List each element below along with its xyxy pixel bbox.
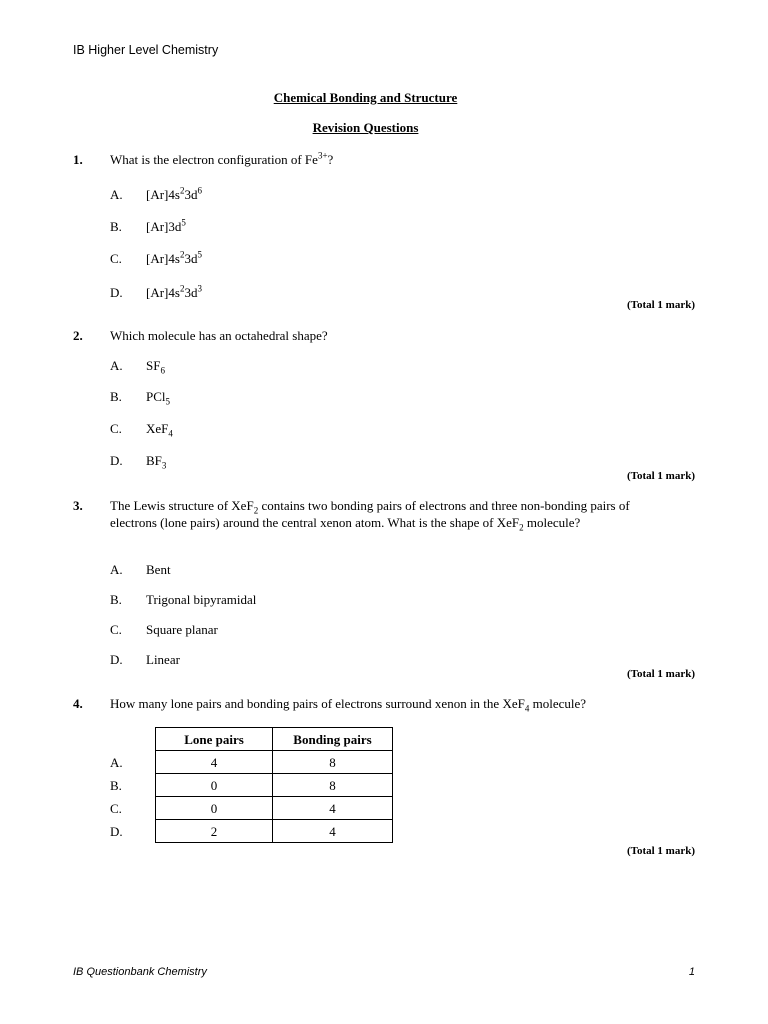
q2-option-letter: D. bbox=[110, 453, 123, 468]
q1-option-letter: C. bbox=[110, 251, 122, 266]
q3-option-letter: A. bbox=[110, 562, 123, 577]
table-cell: 0 bbox=[156, 797, 273, 820]
table-header-cell: Lone pairs bbox=[156, 728, 273, 751]
q4-total-mark: (Total 1 mark) bbox=[626, 845, 695, 857]
table-cell: 4 bbox=[273, 820, 393, 843]
q1-option-text: $[Ar]4s^23d^6$ bbox=[146, 185, 202, 202]
question-3-text: The Lewis structure of XeF$_2$ contains two bonding pairs of electrons and three non-bonding pairs of electrons (lone pairs) around the central xenon atom. What is the shape of XeF$_2$ molecule? bbox=[110, 498, 630, 533]
q2-option-text: $BF_3$ bbox=[146, 453, 167, 471]
q3-option-text: Bent bbox=[146, 562, 171, 577]
q2-total-mark: (Total 1 mark) bbox=[626, 470, 695, 482]
q3-total-mark: (Total 1 mark) bbox=[626, 668, 695, 680]
question-4-number: 4. bbox=[73, 696, 83, 711]
question-1-text: What is the electron configuration of $Fe^{3+}$? bbox=[110, 150, 334, 167]
q4-row-letter: A. bbox=[110, 755, 123, 770]
q2-option-text: PCl$_5$ bbox=[146, 389, 171, 407]
table-row bbox=[156, 774, 393, 797]
q1-option-letter: B. bbox=[110, 219, 122, 234]
q4-row-letter: B. bbox=[110, 778, 122, 793]
table-header-cell: Bonding pairs bbox=[273, 728, 393, 751]
q1-total-mark: (Total 1 mark) bbox=[626, 299, 695, 311]
q4-row-letter: C. bbox=[110, 801, 122, 816]
table-cell: 4 bbox=[273, 797, 393, 820]
question-2-text: Which molecule has an octahedral shape? bbox=[110, 328, 328, 343]
q3-option-letter: D. bbox=[110, 652, 123, 667]
question-2-number: 2. bbox=[73, 328, 83, 343]
table-cell: 0 bbox=[156, 774, 273, 797]
question-4-text: How many lone pairs and bonding pairs of electrons surround xenon in the XeF$_4$ molecule? bbox=[110, 696, 587, 714]
q3-option-letter: C. bbox=[110, 622, 122, 637]
q1-option-letter: A. bbox=[110, 187, 123, 202]
header-title: IB Higher Level Chemistry bbox=[73, 43, 219, 57]
q3-option-letter: B. bbox=[110, 592, 122, 607]
table-cell: 8 bbox=[273, 751, 393, 774]
footer-source: IB Questionbank Chemistry bbox=[73, 966, 207, 978]
q2-option-letter: B. bbox=[110, 389, 122, 404]
q3-option-text: Square planar bbox=[146, 622, 218, 637]
page-number: 1 bbox=[688, 966, 695, 978]
q2-option-text: XeF$_4$ bbox=[146, 421, 173, 439]
table-row bbox=[156, 751, 393, 774]
q4-row-letter: D. bbox=[110, 824, 123, 839]
q1-option-text: $[Ar]4s^23d^5$ bbox=[146, 249, 202, 266]
document-title: Chemical Bonding and Structure bbox=[273, 90, 458, 105]
table-header-row bbox=[156, 728, 393, 751]
question-1-number: 1. bbox=[73, 152, 83, 167]
table-cell: 8 bbox=[273, 774, 393, 797]
table-cell: 2 bbox=[156, 820, 273, 843]
q3-option-text: Linear bbox=[146, 652, 180, 667]
document-subtitle: Revision Questions bbox=[312, 120, 419, 135]
q1-option-text: $[Ar]4s^23d^3$ bbox=[146, 283, 202, 300]
q3-option-text: Trigonal bipyramidal bbox=[146, 592, 257, 607]
table-row bbox=[156, 820, 393, 843]
answer-table bbox=[155, 727, 393, 843]
q2-option-letter: C. bbox=[110, 421, 122, 436]
q2-option-letter: A. bbox=[110, 358, 123, 373]
table-cell: 4 bbox=[156, 751, 273, 774]
q2-option-text: $SF_6$ bbox=[146, 358, 165, 376]
question-3-number: 3. bbox=[73, 498, 83, 513]
q1-option-letter: D. bbox=[110, 285, 123, 300]
table-row bbox=[156, 797, 393, 820]
q1-option-text: $[Ar]3d^5$ bbox=[146, 217, 186, 234]
